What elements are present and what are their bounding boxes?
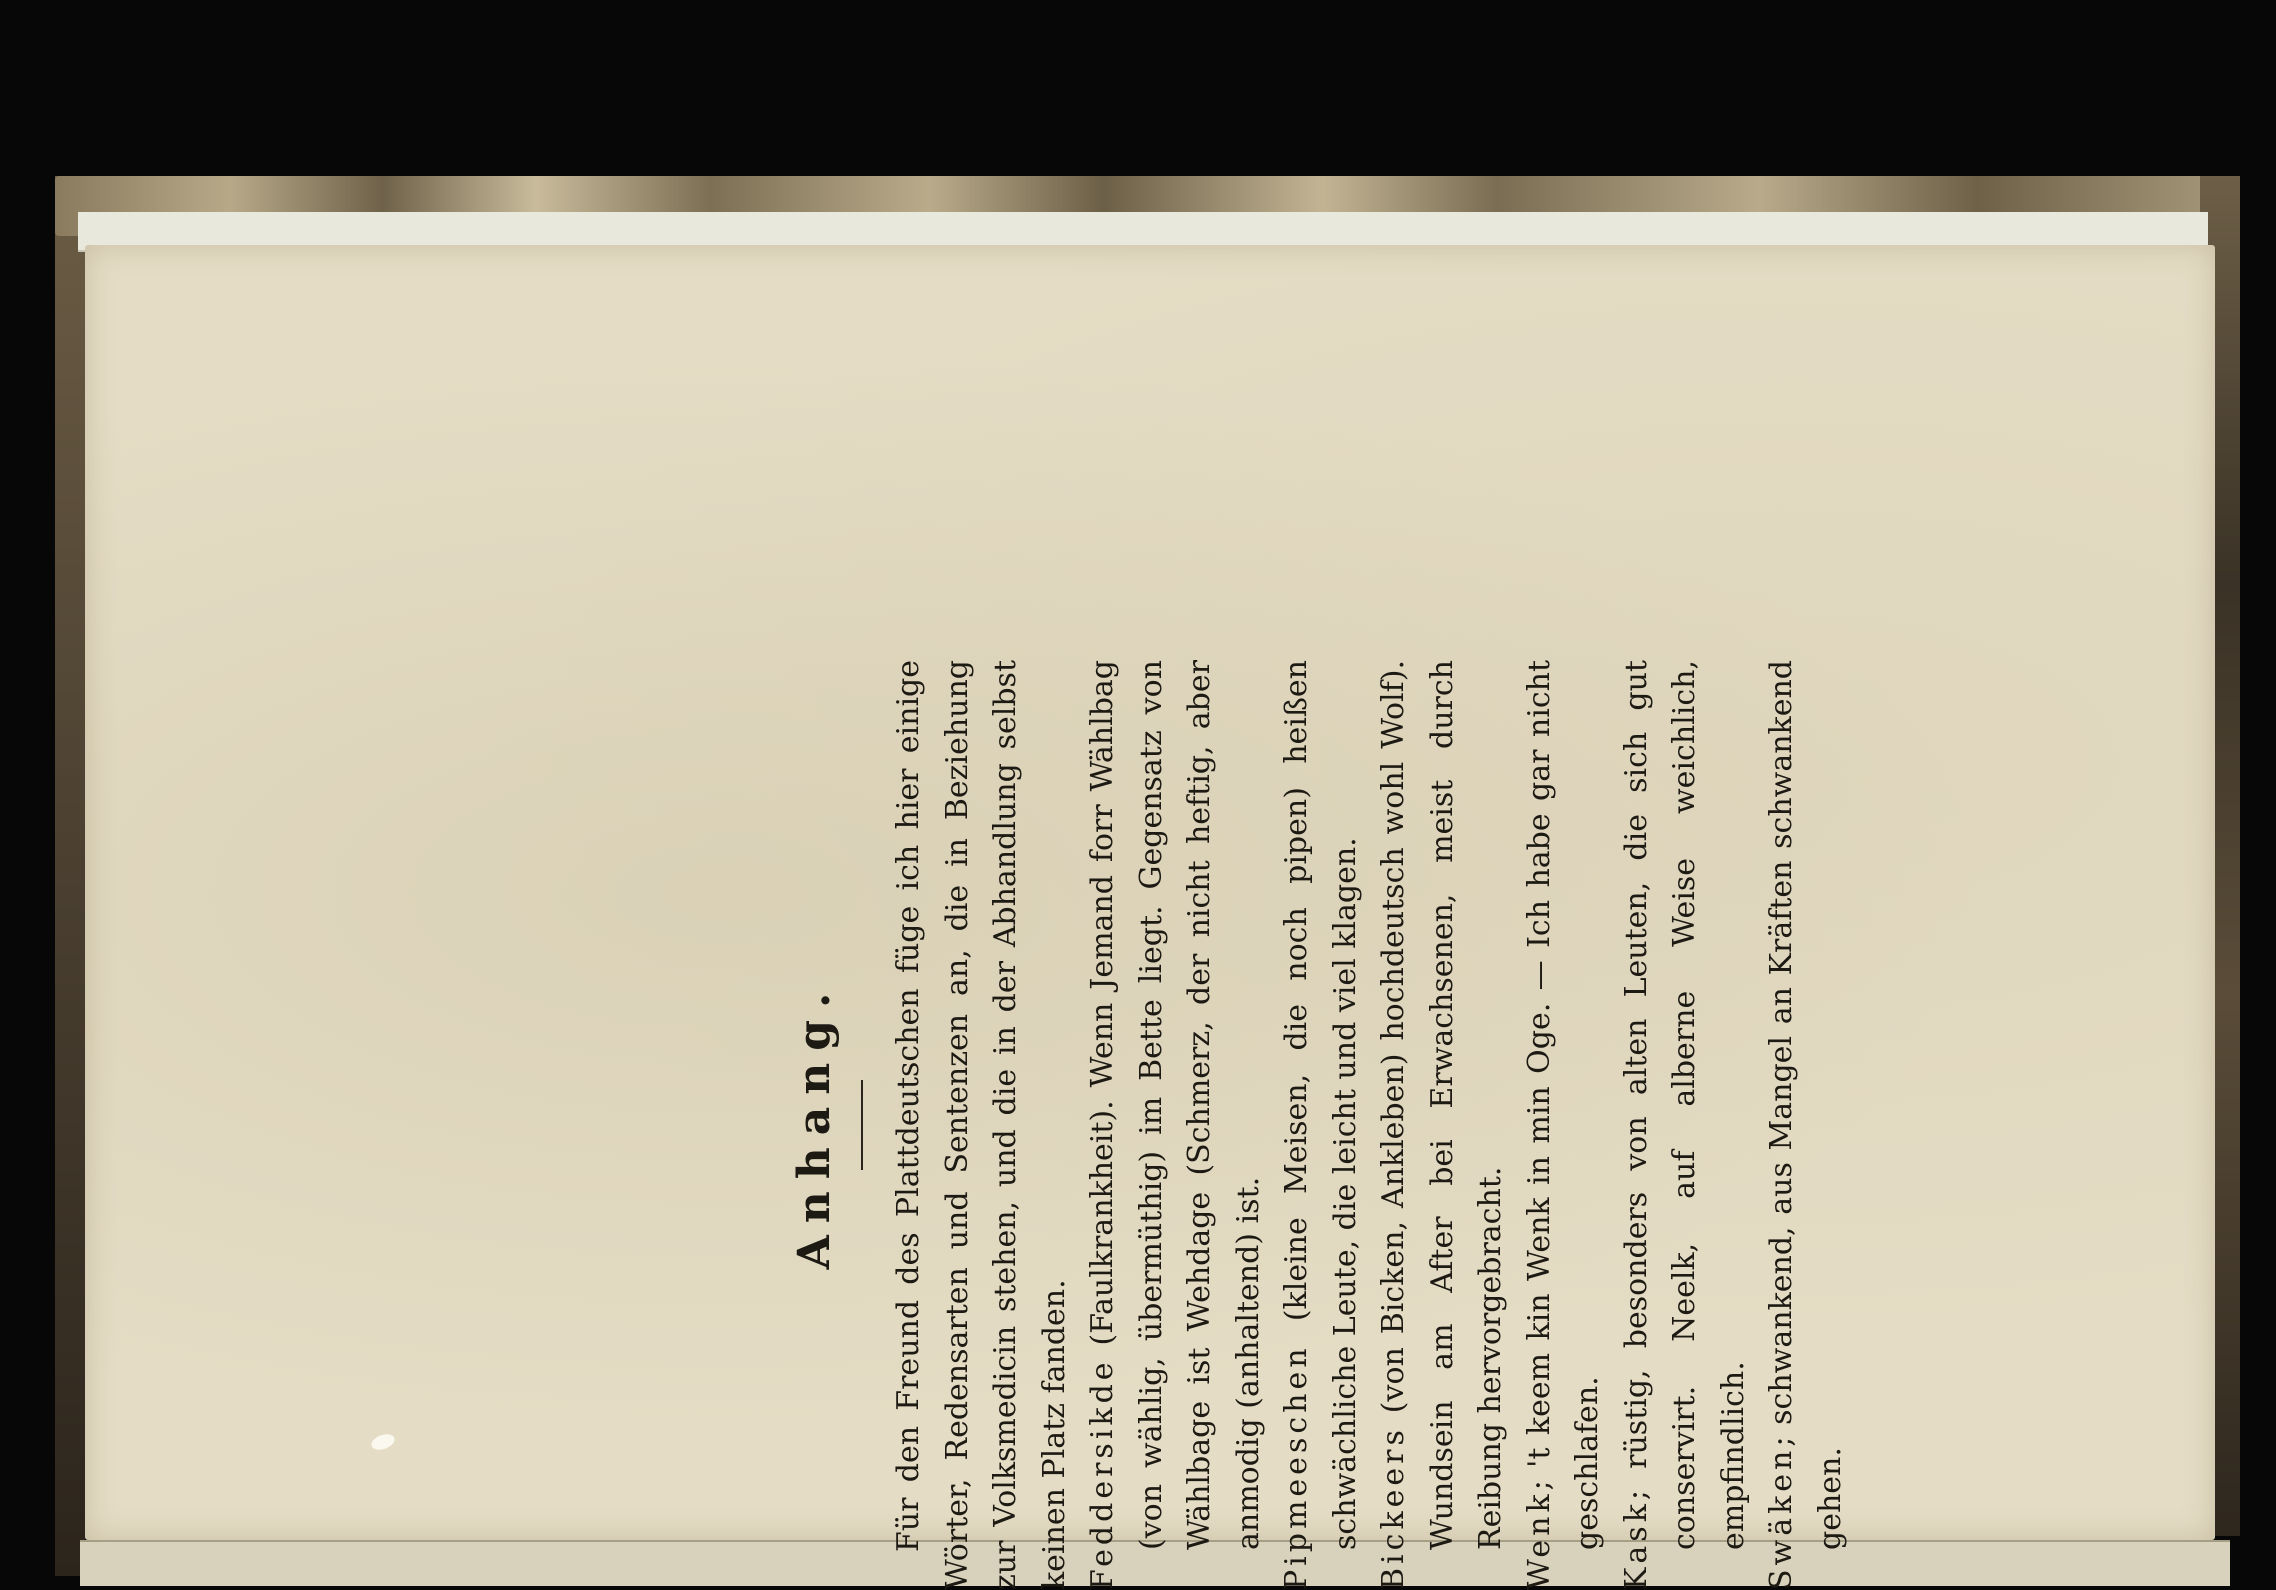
entry-term: Feddersikde (1085, 1358, 1120, 1590)
entry-text: (von Bicken, Ankleben) hochdeutsch wohl Wolf). Wundsein am After bei Erwachsenen, meist durch Reibung hervorgebracht. (1376, 660, 1508, 1550)
title-rule (861, 1080, 863, 1170)
entry-bickeers (1370, 660, 1516, 1590)
page-title: Anhang. (789, 980, 840, 1270)
entry-wenk (1516, 660, 1613, 1590)
intro-paragraph: Für den Freund des Plattdeutschen füge ich hier einige Wörter, Redensarten und Sentenzen an, die in Beziehung zur Volksmedicin stehen, und die in der Abhandlung selbst keinen Platz fanden. (891, 660, 1072, 1590)
entry-text: (Faulkrankheit). Wenn Jemand forr Wählbag (von wählig, übermüthig) im Bette liegt. Gegensatz von Wählbage ist Wehdage (Schmerz, der nicht heftig, aber anmodig (anhaltend) ist. (1085, 660, 1266, 1550)
rotated-text-block (785, 660, 1955, 1590)
entry-text: ; schwankend, aus Mangel an Kräften schwankend gehen. (1764, 660, 1848, 1550)
paper-blemish (369, 1431, 396, 1452)
entry-swaeken (1758, 660, 1855, 1590)
entry-kask (1613, 660, 1759, 1590)
entry-feddersikde (1079, 660, 1273, 1590)
entry-text: ; 't keem kin Wenk in min Oge. — Ich habe gar nicht geschlafen. (1521, 660, 1605, 1550)
entry-term: Wenk (1521, 1490, 1557, 1590)
book-cover-left-edge (55, 176, 85, 1576)
entry-term: Bickeers (1376, 1426, 1411, 1590)
book-page (85, 245, 2215, 1590)
entry-term: Pipmeeschen (1279, 1344, 1314, 1590)
entry-term: Swäken (1764, 1446, 1799, 1590)
entry-term: Kask (1618, 1500, 1654, 1590)
entry-text: (kleine Meisen, die noch pipen) heißen schwächliche Leute, die leicht und viel klagen. (1279, 660, 1363, 1550)
entry-pipmeeschen (1273, 660, 1370, 1590)
entry-text: ; rüstig, besonders von alten Leuten, die sich gut conservirt. Neelk, auf alberne Weise weichlich, empfindlich. (1618, 660, 1751, 1550)
appendix-body (885, 660, 1855, 1590)
